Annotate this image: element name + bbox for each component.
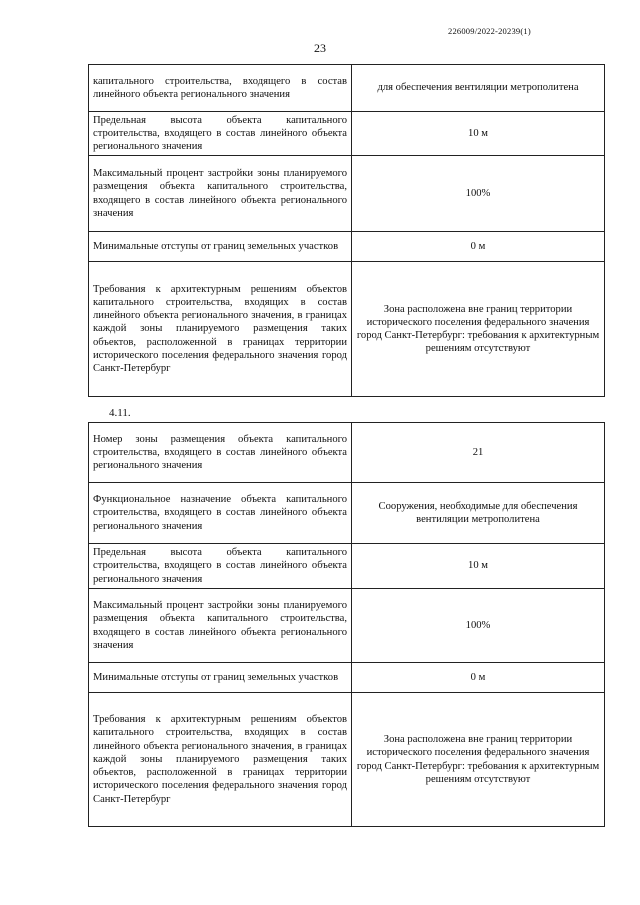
table-row <box>89 589 605 663</box>
parameter-label: Номер зоны размещения объекта капитального строительства, входящего в состав линейного объекта регионального значения <box>89 423 352 483</box>
parameter-value: 21 <box>352 423 605 483</box>
parameter-label: Предельная высота объекта капитального строительства, входящего в состав линейного объекта регионального значения <box>89 544 352 589</box>
parameter-value: 0 м <box>352 232 605 262</box>
parameter-value: Зона расположена вне границ территории исторического поселения федерального значения город Санкт-Петербург: требования к архитектурным решениям отсутствуют <box>352 262 605 397</box>
parameter-label: Максимальный процент застройки зоны планируемого размещения объекта капитального строительства, входящего в состав линейного объекта регионального значения <box>89 589 352 663</box>
table-row <box>89 483 605 544</box>
table-row <box>89 232 605 262</box>
section-number: 4.11. <box>109 407 131 419</box>
parameter-value: Сооружения, необходимые для обеспечения вентиляции метрополитена <box>352 483 605 544</box>
page-number: 23 <box>314 41 326 55</box>
parameter-value: 100% <box>352 589 605 663</box>
table-row <box>89 544 605 589</box>
parameter-label: Требования к архитектурным решениям объектов капитального строительства, входящих в состав линейного объекта регионального значения, в границах каждой зоны планируемого размещения таких объектов, расположенной в границах территории исторического поселения федерального значения город Санкт-Петербург <box>89 262 352 397</box>
table-row <box>89 423 605 483</box>
parameter-label: Предельная высота объекта капитального строительства, входящего в состав линейного объекта регионального значения <box>89 112 352 156</box>
table-row <box>89 693 605 827</box>
parameters-table-continued <box>88 64 605 397</box>
table-row <box>89 262 605 397</box>
parameter-label: Минимальные отступы от границ земельных участков <box>89 232 352 262</box>
table-row <box>89 65 605 112</box>
parameters-table-zone-21 <box>88 422 605 827</box>
document-id: 226009/2022-20239(1) <box>448 26 531 36</box>
parameter-label: капитального строительства, входящего в состав линейного объекта регионального значения <box>89 65 352 112</box>
parameter-value: 10 м <box>352 544 605 589</box>
parameter-value: 100% <box>352 156 605 232</box>
parameter-value: для обеспечения вентиляции метрополитена <box>352 65 605 112</box>
parameter-value: Зона расположена вне границ территории исторического поселения федерального значения город Санкт-Петербург: требования к архитектурным решениям отсутствуют <box>352 693 605 827</box>
table-row <box>89 156 605 232</box>
parameter-label: Требования к архитектурным решениям объектов капитального строительства, входящих в состав линейного объекта регионального значения, в границах каждой зоны планируемого размещения таких объектов, расположенной в границах территории исторического поселения федерального значения город Санкт-Петербург <box>89 693 352 827</box>
parameter-value: 10 м <box>352 112 605 156</box>
parameter-value: 0 м <box>352 663 605 693</box>
parameter-label: Функциональное назначение объекта капитального строительства, входящего в состав линейного объекта регионального значения <box>89 483 352 544</box>
table-row <box>89 112 605 156</box>
table-row <box>89 663 605 693</box>
parameter-label: Максимальный процент застройки зоны планируемого размещения объекта капитального строительства, входящего в состав линейного объекта регионального значения <box>89 156 352 232</box>
parameter-label: Минимальные отступы от границ земельных участков <box>89 663 352 693</box>
